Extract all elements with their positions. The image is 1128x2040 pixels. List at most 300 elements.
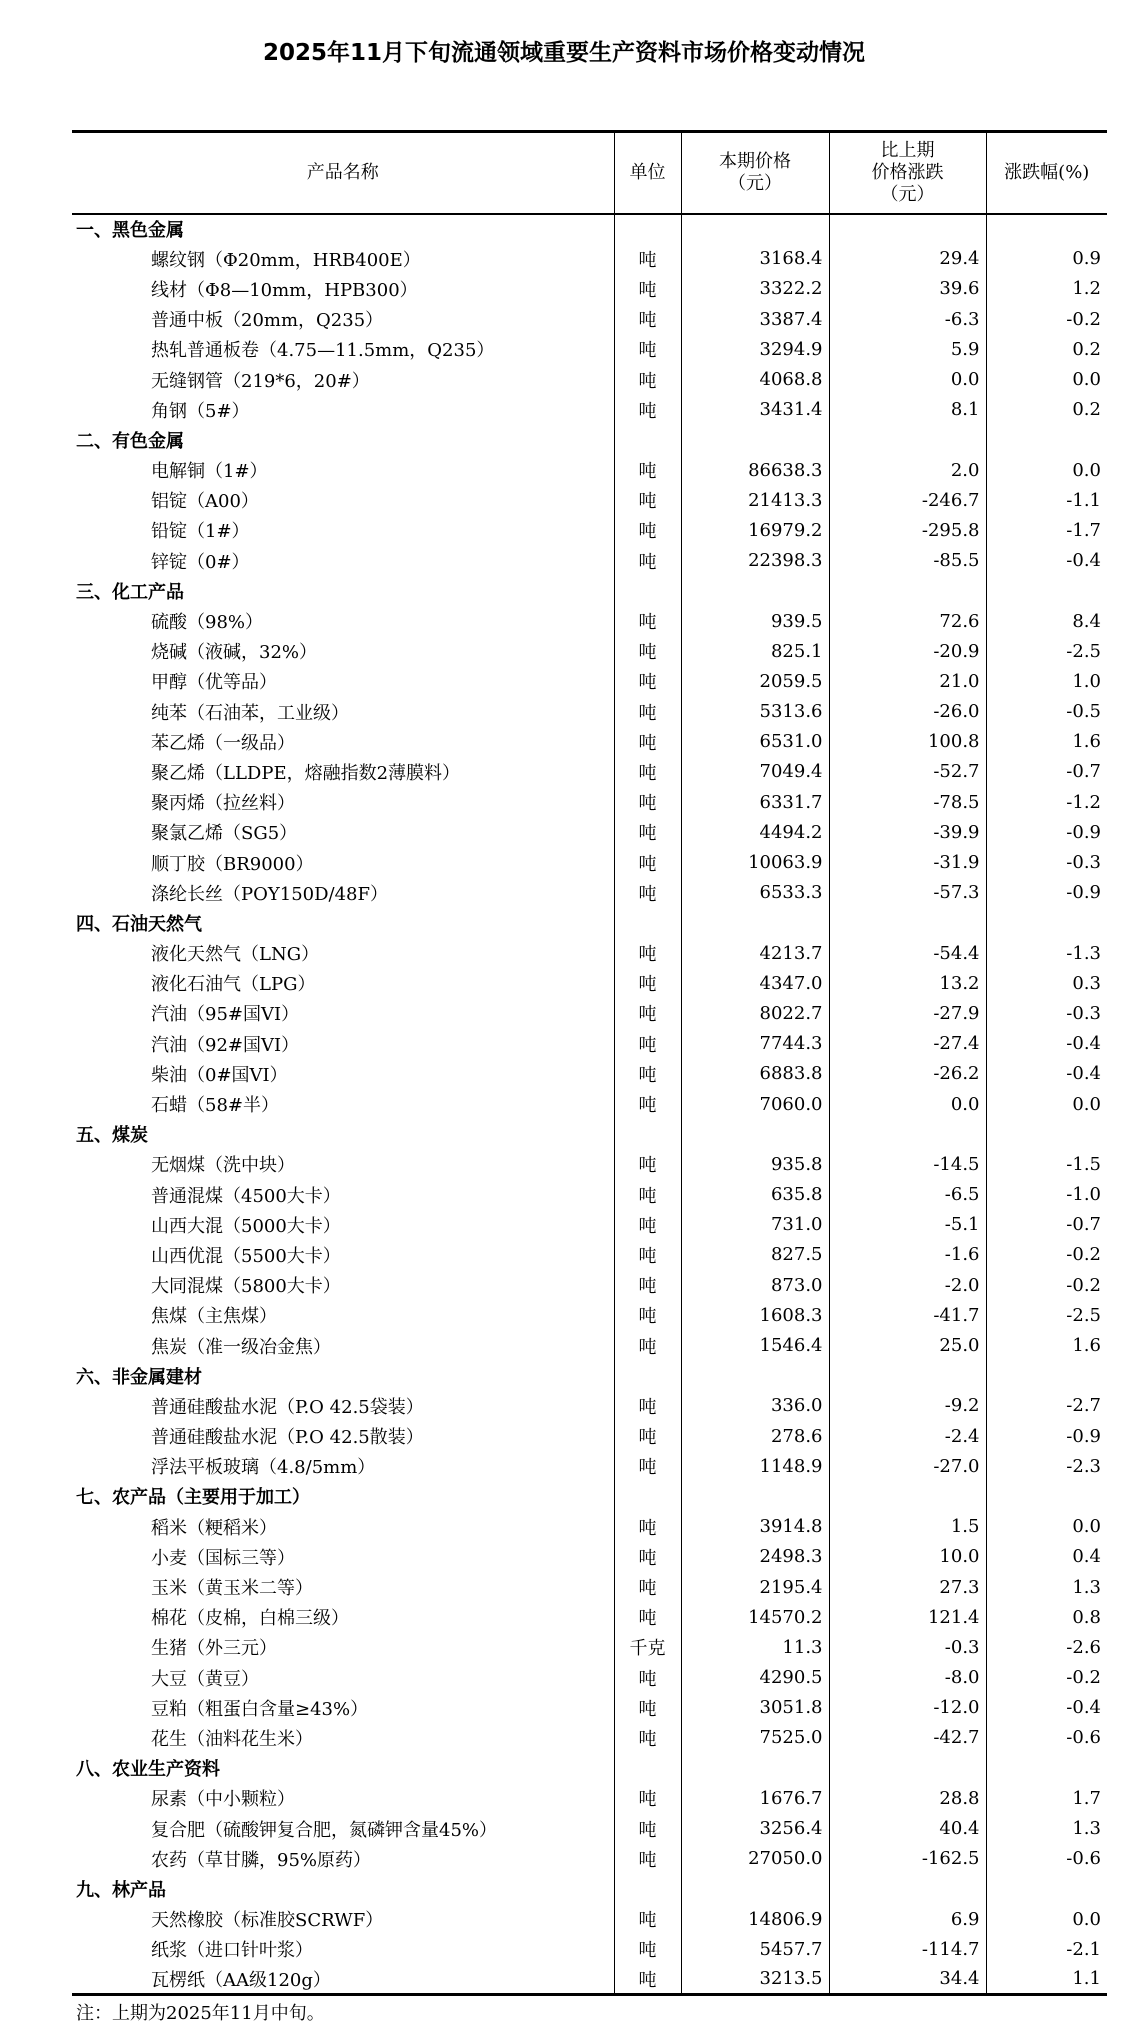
price-cell: 4347.0 <box>681 968 829 998</box>
unit-cell: 吨 <box>614 787 681 817</box>
change-cell: -41.7 <box>829 1300 986 1330</box>
pct-cell: 0.0 <box>986 364 1107 394</box>
pct-cell: 0.4 <box>986 1542 1107 1572</box>
unit-cell: 吨 <box>614 334 681 364</box>
product-name-cell: 尿素（中小颗粒） <box>151 1789 295 1811</box>
unit-cell: 吨 <box>614 697 681 727</box>
table-row <box>72 666 1107 696</box>
product-name-cell: 聚丙烯（拉丝料） <box>151 793 295 815</box>
unit-cell: 吨 <box>614 1180 681 1210</box>
change-cell: -26.0 <box>829 697 986 727</box>
unit-cell: 吨 <box>614 1149 681 1179</box>
product-name-cell: 热轧普通板卷（4.75—11.5mm，Q235） <box>151 340 495 362</box>
pct-cell: 1.7 <box>986 1783 1107 1813</box>
change-cell: 40.4 <box>829 1813 986 1843</box>
unit-cell: 吨 <box>614 1300 681 1330</box>
product-name-cell: 天然橡胶（标准胶SCRWF） <box>151 1910 384 1932</box>
product-name-cell: 二、有色金属 <box>76 430 184 452</box>
pct-cell <box>986 1874 1107 1904</box>
change-cell: -8.0 <box>829 1663 986 1693</box>
price-cell <box>681 908 829 938</box>
pct-cell: 0.0 <box>986 1089 1107 1119</box>
table-row <box>72 1300 1107 1330</box>
table-row <box>72 1180 1107 1210</box>
table-row <box>72 546 1107 576</box>
price-cell: 3431.4 <box>681 395 829 425</box>
price-cell: 7049.4 <box>681 757 829 787</box>
price-cell: 4290.5 <box>681 1663 829 1693</box>
price-cell: 8022.7 <box>681 998 829 1028</box>
price-cell: 1608.3 <box>681 1300 829 1330</box>
change-cell: -27.0 <box>829 1451 986 1481</box>
price-cell: 16979.2 <box>681 515 829 545</box>
change-cell: 100.8 <box>829 727 986 757</box>
pct-cell: -2.1 <box>986 1934 1107 1964</box>
unit-cell: 吨 <box>614 1240 681 1270</box>
price-cell: 6531.0 <box>681 727 829 757</box>
unit-cell: 吨 <box>614 757 681 787</box>
pct-cell: 0.0 <box>986 1904 1107 1934</box>
product-name-cell: 苯乙烯（一级品） <box>151 732 295 754</box>
pct-cell: -2.5 <box>986 636 1107 666</box>
unit-cell: 吨 <box>614 998 681 1028</box>
table-row <box>72 1813 1107 1843</box>
price-cell: 635.8 <box>681 1180 829 1210</box>
pct-cell: 0.2 <box>986 334 1107 364</box>
unit-cell: 吨 <box>614 1813 681 1843</box>
pct-cell: -0.6 <box>986 1723 1107 1753</box>
unit-cell: 吨 <box>614 1663 681 1693</box>
pct-cell: -0.3 <box>986 998 1107 1028</box>
product-name-cell: 六、非金属建材 <box>76 1366 202 1388</box>
change-cell: -295.8 <box>829 515 986 545</box>
change-cell <box>829 908 986 938</box>
product-name-cell: 液化石油气（LPG） <box>151 974 316 996</box>
table-row <box>72 998 1107 1028</box>
price-cell <box>681 214 829 244</box>
product-name-cell: 生猪（外三元） <box>151 1638 277 1660</box>
category-row <box>72 1481 1107 1511</box>
table-row <box>72 636 1107 666</box>
table-row <box>72 1270 1107 1300</box>
change-cell <box>829 1753 986 1783</box>
unit-cell: 吨 <box>614 455 681 485</box>
price-cell: 3322.2 <box>681 274 829 304</box>
product-name-cell: 棉花（皮棉，白棉三级） <box>151 1608 349 1630</box>
change-cell: 28.8 <box>829 1783 986 1813</box>
pct-cell: -0.5 <box>986 697 1107 727</box>
product-name-cell: 柴油（0#国VI） <box>151 1064 288 1086</box>
pct-cell: -1.3 <box>986 938 1107 968</box>
table-row <box>72 1602 1107 1632</box>
table-row <box>72 697 1107 727</box>
price-cell: 6883.8 <box>681 1059 829 1089</box>
product-name-cell: 顺丁胶（BR9000） <box>151 853 314 875</box>
change-cell: -6.5 <box>829 1180 986 1210</box>
pct-cell: 1.3 <box>986 1572 1107 1602</box>
pct-cell: -1.7 <box>986 515 1107 545</box>
table-row <box>72 1572 1107 1602</box>
product-name-cell: 线材（Φ8—10mm，HPB300） <box>151 279 418 301</box>
product-name-cell: 农药（草甘膦，95%原药） <box>151 1849 372 1871</box>
product-name-cell: 焦炭（准一级冶金焦） <box>151 1336 331 1358</box>
pct-cell: -0.2 <box>986 1240 1107 1270</box>
unit-cell: 吨 <box>614 244 681 274</box>
change-cell <box>829 1481 986 1511</box>
product-name-cell: 液化天然气（LNG） <box>151 944 320 966</box>
price-cell: 27050.0 <box>681 1844 829 1874</box>
product-name-cell: 小麦（国标三等） <box>151 1547 295 1569</box>
table-row <box>72 1240 1107 1270</box>
pct-cell: -1.5 <box>986 1149 1107 1179</box>
change-cell: 1.5 <box>829 1512 986 1542</box>
table-row <box>72 274 1107 304</box>
table-row <box>72 817 1107 847</box>
pct-cell: 1.1 <box>986 1964 1107 1994</box>
change-cell: -26.2 <box>829 1059 986 1089</box>
unit-cell: 吨 <box>614 1572 681 1602</box>
pct-cell: -0.4 <box>986 1059 1107 1089</box>
price-cell: 873.0 <box>681 1270 829 1300</box>
unit-cell: 吨 <box>614 968 681 998</box>
change-cell: 72.6 <box>829 606 986 636</box>
pct-cell: -2.5 <box>986 1300 1107 1330</box>
category-row <box>72 1119 1107 1149</box>
table-row <box>72 1089 1107 1119</box>
unit-cell <box>614 1119 681 1149</box>
product-name-cell: 山西优混（5500大卡） <box>151 1245 341 1267</box>
change-cell <box>829 1119 986 1149</box>
table-row <box>72 1904 1107 1934</box>
change-cell: -39.9 <box>829 817 986 847</box>
price-cell: 935.8 <box>681 1149 829 1179</box>
pct-cell <box>986 1119 1107 1149</box>
table-row <box>72 1844 1107 1874</box>
change-cell: 5.9 <box>829 334 986 364</box>
table-row <box>72 304 1107 334</box>
table-row <box>72 515 1107 545</box>
price-cell: 1148.9 <box>681 1451 829 1481</box>
pct-cell: 0.0 <box>986 1512 1107 1542</box>
table-row <box>72 1391 1107 1421</box>
header-unit: 单位 <box>614 132 681 214</box>
price-cell: 86638.3 <box>681 455 829 485</box>
product-name-cell: 汽油（92#国VI） <box>151 1034 300 1056</box>
pct-cell <box>986 1753 1107 1783</box>
product-name-cell: 电解铜（1#） <box>151 461 268 483</box>
change-cell: -5.1 <box>829 1210 986 1240</box>
price-cell: 10063.9 <box>681 847 829 877</box>
table-row <box>72 1421 1107 1451</box>
change-cell <box>829 1361 986 1391</box>
product-name-cell: 九、林产品 <box>76 1879 166 1901</box>
unit-cell: 吨 <box>614 1844 681 1874</box>
unit-cell: 吨 <box>614 727 681 757</box>
unit-cell <box>614 908 681 938</box>
unit-cell: 吨 <box>614 1904 681 1934</box>
category-row <box>72 576 1107 606</box>
unit-cell: 吨 <box>614 1451 681 1481</box>
pct-cell: -1.2 <box>986 787 1107 817</box>
pct-cell: -0.2 <box>986 304 1107 334</box>
change-cell: 27.3 <box>829 1572 986 1602</box>
change-cell: -2.0 <box>829 1270 986 1300</box>
change-cell <box>829 425 986 455</box>
price-cell: 4068.8 <box>681 364 829 394</box>
unit-cell: 吨 <box>614 364 681 394</box>
change-cell: 121.4 <box>829 1602 986 1632</box>
change-cell: -20.9 <box>829 636 986 666</box>
pct-cell: 1.6 <box>986 727 1107 757</box>
price-cell: 336.0 <box>681 1391 829 1421</box>
change-cell: -114.7 <box>829 1934 986 1964</box>
unit-cell: 吨 <box>614 1542 681 1572</box>
unit-cell: 吨 <box>614 274 681 304</box>
table-row <box>72 938 1107 968</box>
unit-cell <box>614 214 681 244</box>
change-cell: 0.0 <box>829 364 986 394</box>
unit-cell: 吨 <box>614 1391 681 1421</box>
product-name-cell: 复合肥（硫酸钾复合肥，氮磷钾含量45%） <box>151 1819 498 1841</box>
table-row <box>72 1451 1107 1481</box>
unit-cell: 吨 <box>614 1602 681 1632</box>
table-row <box>72 1632 1107 1662</box>
table-row <box>72 1210 1107 1240</box>
price-cell <box>681 425 829 455</box>
price-cell: 5457.7 <box>681 1934 829 1964</box>
price-cell <box>681 1361 829 1391</box>
price-cell: 5313.6 <box>681 697 829 727</box>
price-cell <box>681 1119 829 1149</box>
unit-cell <box>614 425 681 455</box>
unit-cell: 吨 <box>614 666 681 696</box>
product-name-cell: 稻米（粳稻米） <box>151 1517 277 1539</box>
unit-cell: 吨 <box>614 878 681 908</box>
table-row <box>72 878 1107 908</box>
pct-cell: 0.0 <box>986 455 1107 485</box>
product-name-cell: 普通硅酸盐水泥（P.O 42.5散装） <box>151 1427 424 1449</box>
price-cell: 22398.3 <box>681 546 829 576</box>
unit-cell: 吨 <box>614 1270 681 1300</box>
unit-cell: 吨 <box>614 1330 681 1360</box>
price-cell: 2498.3 <box>681 1542 829 1572</box>
table-row <box>72 1512 1107 1542</box>
price-cell: 939.5 <box>681 606 829 636</box>
pct-cell: -2.6 <box>986 1632 1107 1662</box>
pct-cell: -2.7 <box>986 1391 1107 1421</box>
product-name-cell: 锌锭（0#） <box>151 551 250 573</box>
unit-cell: 吨 <box>614 1089 681 1119</box>
category-row <box>72 1361 1107 1391</box>
table-row <box>72 787 1107 817</box>
header-change: 比上期 价格涨跌 （元） <box>829 132 986 214</box>
price-cell: 3914.8 <box>681 1512 829 1542</box>
price-cell <box>681 1874 829 1904</box>
price-cell: 3256.4 <box>681 1813 829 1843</box>
product-name-cell: 烧碱（液碱，32%） <box>151 642 318 664</box>
pct-cell <box>986 214 1107 244</box>
change-cell: -0.3 <box>829 1632 986 1662</box>
pct-cell: -0.3 <box>986 847 1107 877</box>
unit-cell: 吨 <box>614 817 681 847</box>
change-cell: 10.0 <box>829 1542 986 1572</box>
unit-cell <box>614 1361 681 1391</box>
product-name-cell: 纸浆（进口针叶浆） <box>151 1940 313 1962</box>
price-cell: 4494.2 <box>681 817 829 847</box>
page-title: 2025年11月下旬流通领域重要生产资料市场价格变动情况 <box>262 40 866 66</box>
unit-cell: 吨 <box>614 1964 681 1994</box>
pct-cell: 1.2 <box>986 274 1107 304</box>
change-cell: -27.9 <box>829 998 986 1028</box>
price-cell: 3168.4 <box>681 244 829 274</box>
category-row <box>72 214 1107 244</box>
table-row <box>72 757 1107 787</box>
unit-cell <box>614 576 681 606</box>
change-cell: -14.5 <box>829 1149 986 1179</box>
change-cell <box>829 1874 986 1904</box>
unit-cell: 吨 <box>614 546 681 576</box>
product-name-cell: 汽油（95#国VI） <box>151 1004 300 1026</box>
pct-cell: -0.9 <box>986 1421 1107 1451</box>
price-cell: 7060.0 <box>681 1089 829 1119</box>
product-name-cell: 铅锭（1#） <box>151 521 250 543</box>
table-row <box>72 968 1107 998</box>
unit-cell <box>614 1753 681 1783</box>
unit-cell: 吨 <box>614 1421 681 1451</box>
unit-cell: 吨 <box>614 1723 681 1753</box>
product-name-cell: 普通中板（20mm，Q235） <box>151 310 384 332</box>
change-cell: -54.4 <box>829 938 986 968</box>
product-name-cell: 豆粕（粗蛋白含量≥43%） <box>151 1698 369 1720</box>
pct-cell: -0.9 <box>986 817 1107 847</box>
change-cell: -78.5 <box>829 787 986 817</box>
change-cell: -42.7 <box>829 1723 986 1753</box>
pct-cell: -0.6 <box>986 1844 1107 1874</box>
product-name-cell: 玉米（黄玉米二等） <box>151 1578 313 1600</box>
product-name-cell: 螺纹钢（Φ20mm，HRB400E） <box>151 249 421 271</box>
product-name-cell: 无烟煤（洗中块） <box>151 1155 295 1177</box>
change-cell: -162.5 <box>829 1844 986 1874</box>
pct-cell: -1.1 <box>986 485 1107 515</box>
product-name-cell: 聚乙烯（LLDPE，熔融指数2薄膜料） <box>151 762 461 784</box>
table-body <box>72 214 1107 1995</box>
unit-cell: 吨 <box>614 1059 681 1089</box>
pct-cell: 0.9 <box>986 244 1107 274</box>
pct-cell: -1.0 <box>986 1180 1107 1210</box>
price-cell: 1676.7 <box>681 1783 829 1813</box>
price-table <box>72 130 1107 1996</box>
pct-cell: 0.8 <box>986 1602 1107 1632</box>
product-name-cell: 五、煤炭 <box>76 1125 148 1147</box>
unit-cell: 吨 <box>614 636 681 666</box>
table-row <box>72 606 1107 636</box>
header-name: 产品名称 <box>306 161 379 183</box>
unit-cell: 千克 <box>614 1632 681 1662</box>
pct-cell: -2.3 <box>986 1451 1107 1481</box>
unit-cell: 吨 <box>614 304 681 334</box>
table-row <box>72 455 1107 485</box>
price-cell: 731.0 <box>681 1210 829 1240</box>
product-name-cell: 普通硅酸盐水泥（P.O 42.5袋装） <box>151 1396 424 1418</box>
price-cell: 3387.4 <box>681 304 829 334</box>
table-row <box>72 334 1107 364</box>
price-cell: 3213.5 <box>681 1964 829 1994</box>
product-name-cell: 四、石油天然气 <box>76 913 202 935</box>
change-cell: -12.0 <box>829 1693 986 1723</box>
change-cell: 2.0 <box>829 455 986 485</box>
change-cell: -1.6 <box>829 1240 986 1270</box>
price-cell: 2059.5 <box>681 666 829 696</box>
change-cell: 8.1 <box>829 395 986 425</box>
product-name-cell: 花生（油料花生米） <box>151 1728 313 1750</box>
pct-cell <box>986 1481 1107 1511</box>
pct-cell: -0.9 <box>986 878 1107 908</box>
product-name-cell: 角钢（5#） <box>151 400 250 422</box>
product-name-cell: 浮法平板玻璃（4.8/5mm） <box>151 1457 376 1479</box>
change-cell: -27.4 <box>829 1029 986 1059</box>
pct-cell: -0.4 <box>986 1029 1107 1059</box>
product-name-cell: 无缝钢管（219*6，20#） <box>151 370 370 392</box>
table-row <box>72 727 1107 757</box>
unit-cell: 吨 <box>614 847 681 877</box>
pct-cell <box>986 908 1107 938</box>
product-name-cell: 八、农业生产资料 <box>76 1759 220 1781</box>
change-cell <box>829 576 986 606</box>
pct-cell: -0.7 <box>986 757 1107 787</box>
price-cell: 278.6 <box>681 1421 829 1451</box>
price-cell <box>681 1481 829 1511</box>
unit-cell: 吨 <box>614 1693 681 1723</box>
price-cell: 4213.7 <box>681 938 829 968</box>
category-row <box>72 425 1107 455</box>
unit-cell: 吨 <box>614 1210 681 1240</box>
pct-cell: 8.4 <box>986 606 1107 636</box>
pct-cell: -0.4 <box>986 1693 1107 1723</box>
price-cell <box>681 576 829 606</box>
product-name-cell: 硫酸（98%） <box>151 612 264 634</box>
pct-cell <box>986 576 1107 606</box>
pct-cell: 1.6 <box>986 1330 1107 1360</box>
unit-cell: 吨 <box>614 485 681 515</box>
change-cell: 13.2 <box>829 968 986 998</box>
table-row <box>72 1934 1107 1964</box>
header-pct: 涨跌幅(%) <box>986 132 1107 214</box>
change-cell: 39.6 <box>829 274 986 304</box>
unit-cell: 吨 <box>614 1029 681 1059</box>
table-row <box>72 1663 1107 1693</box>
product-name-cell: 铝锭（A00） <box>151 491 259 513</box>
product-name-cell: 三、化工产品 <box>76 581 184 603</box>
change-cell: -31.9 <box>829 847 986 877</box>
table-row <box>72 1693 1107 1723</box>
change-cell: 6.9 <box>829 1904 986 1934</box>
price-cell: 11.3 <box>681 1632 829 1662</box>
table-row <box>72 847 1107 877</box>
table-row <box>72 1029 1107 1059</box>
price-cell: 14806.9 <box>681 1904 829 1934</box>
product-name-cell: 甲醇（优等品） <box>151 672 277 694</box>
pct-cell: 1.0 <box>986 666 1107 696</box>
change-cell <box>829 214 986 244</box>
category-row <box>72 1874 1107 1904</box>
product-name-cell: 大同混煤（5800大卡） <box>151 1276 341 1298</box>
unit-cell <box>614 1481 681 1511</box>
pct-cell: -0.4 <box>986 546 1107 576</box>
product-name-cell: 一、黑色金属 <box>76 220 184 242</box>
product-name-cell: 纯苯（石油苯，工业级） <box>151 702 349 724</box>
product-name-cell: 大豆（黄豆） <box>151 1668 259 1690</box>
pct-cell <box>986 1361 1107 1391</box>
